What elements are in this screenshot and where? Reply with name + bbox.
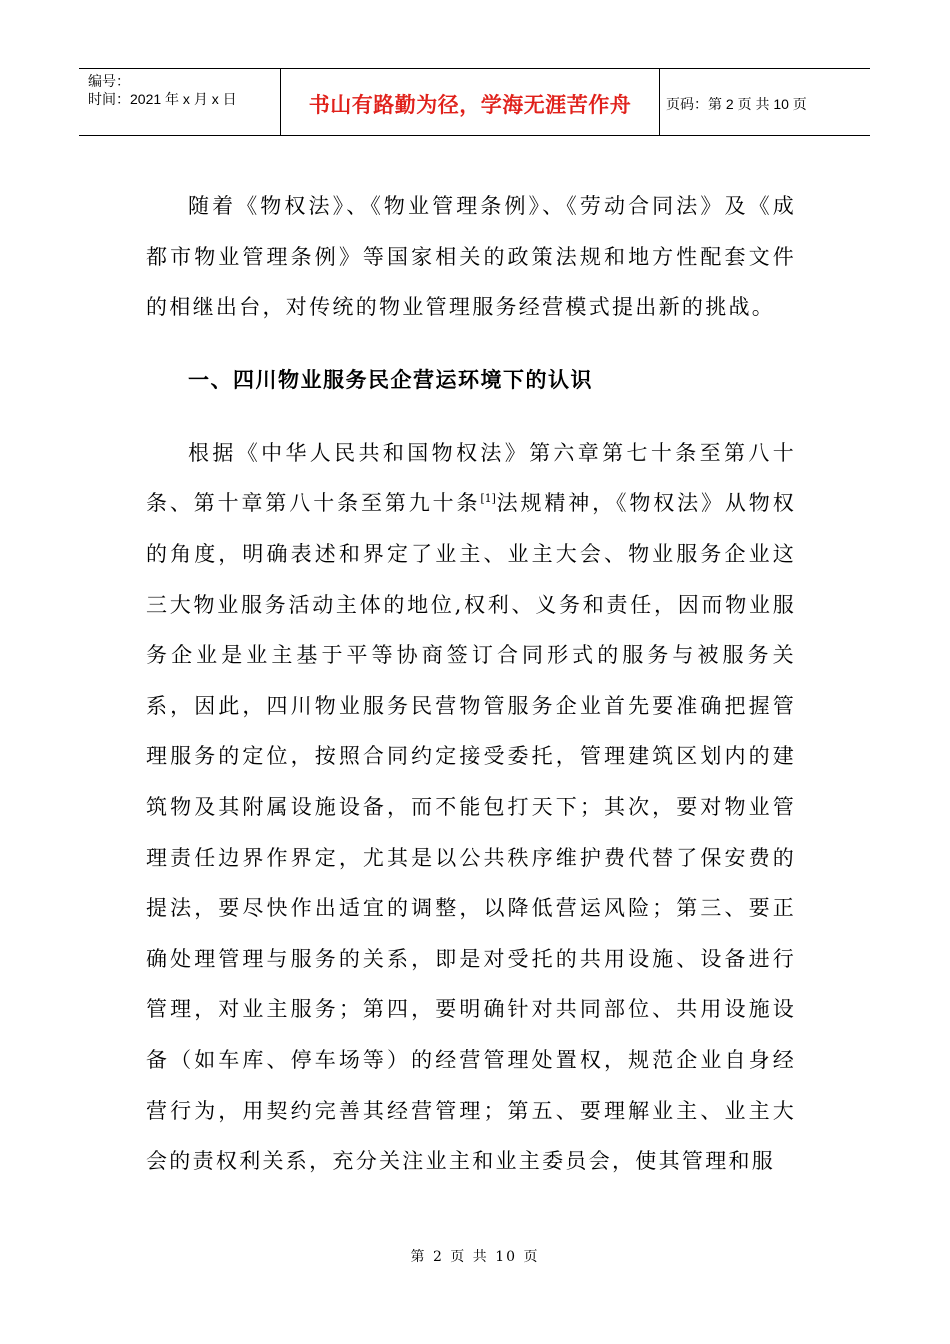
section-heading: 一、四川物业服务民企营运环境下的认识 xyxy=(188,367,593,392)
document-body xyxy=(146,181,796,1187)
page-footer: 第 2 页 共 10 页 xyxy=(410,1249,540,1265)
paragraph-text-part-2: 法规精神，《物权法》从物权的角度，明确表述和界定了业主、业主大会、物业服务企业这三大物业服务活动主体的地位,权利、义务和责任，因而物业服务企业是业主基于平等协商签订合同形式的服务与被服务关系，因此，四川物业服务民营物管服务企业首先要准确把握管理服务的定位，按照合同约定接受委托，管理建筑区划内的建筑物及其附属设施设备，而不能包打天下；其次，要对物业管理责任边界作界定，尤其是以公共秩序维护费代替了保安费的提法，要尽快作出适宜的调整，以降低营运风险；第三、要正确处理管理与服务的关系，即是对受托的共用设施、设备进行管理，对业主服务；第四，要明确针对共同部位、共用设施设备（如车库、停车场等）的经营管理处置权，规范企业自身经营行为，用契约完善其经营管理；第五、要理解业主、业主大会的责权利关系，充分关注业主和业主委员会，使其管理和服 xyxy=(146,491,796,1174)
header-motto: 书山有路勤为径，学海无涯苦作舟 xyxy=(281,69,660,135)
header-page-code: 页码：第 2 页 共 10 页 xyxy=(666,95,807,112)
document-number-label: 编号： xyxy=(88,73,130,89)
document-time-label: 时间：2021 年 x 月 x 日 xyxy=(88,91,237,107)
page-header xyxy=(79,68,870,136)
body-paragraph-intro: 随着《物权法》、《物业管理条例》、《劳动合同法》及《成都市物业管理条例》等国家相关的政策法规和地方性配套文件的相继出台，对传统的物业管理服务经营模式提出新的挑战。 xyxy=(146,194,796,320)
header-meta xyxy=(79,69,281,135)
body-paragraph-section-1 xyxy=(146,428,796,1187)
footnote-reference[interactable]: [1] xyxy=(480,492,496,506)
paragraph-text-part-1: 根据《中华人民共和国物权法》第六章第七十条至第八十条、第十章第八十条至第九十条 xyxy=(146,440,796,516)
